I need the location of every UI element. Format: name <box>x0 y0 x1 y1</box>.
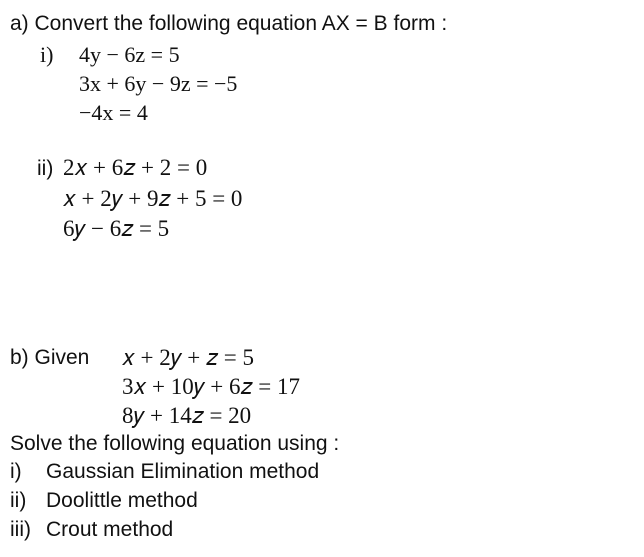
part-a-sub-ii-equation-3: 6𝑦 − 6𝑧 = 5 <box>63 216 170 241</box>
method-1-label: i) <box>10 460 22 483</box>
method-1-text: Gaussian Elimination method <box>46 460 320 483</box>
part-a-sub-ii-label: ii) <box>37 157 54 180</box>
part-b-label: b) Given <box>10 346 90 369</box>
method-3-label: iii) <box>10 518 31 541</box>
part-b-equation-1: 𝑥 + 2𝑦 + 𝑧 = 5 <box>122 345 254 370</box>
part-a-sub-i-equation-1: 4y − 6z = 5 <box>79 42 180 67</box>
part-b-equation-2: 3𝑥 + 10𝑦 + 6𝑧 = 17 <box>122 374 300 399</box>
method-2-text: Doolittle method <box>46 489 198 512</box>
part-a-sub-i-equation-3: −4x = 4 <box>79 100 148 125</box>
method-2-label: ii) <box>10 489 27 512</box>
part-b-equation-3: 8𝑦 + 14𝑧 = 20 <box>122 403 252 428</box>
part-a-sub-i-label: i) <box>40 42 54 67</box>
part-b-instruction: Solve the following equation using : <box>10 432 340 455</box>
part-a-heading: a) Convert the following equation AX = B form : <box>10 12 448 35</box>
part-a-sub-i-equation-2: 3x + 6y − 9z = −5 <box>79 71 238 96</box>
method-3-text: Crout method <box>46 518 174 541</box>
part-a-sub-ii-equation-2: 𝑥 + 2𝑦 + 9𝑧 + 5 = 0 <box>63 186 243 211</box>
part-a-sub-ii-equation-1: 2𝑥 + 6𝑧 + 2 = 0 <box>63 155 208 180</box>
